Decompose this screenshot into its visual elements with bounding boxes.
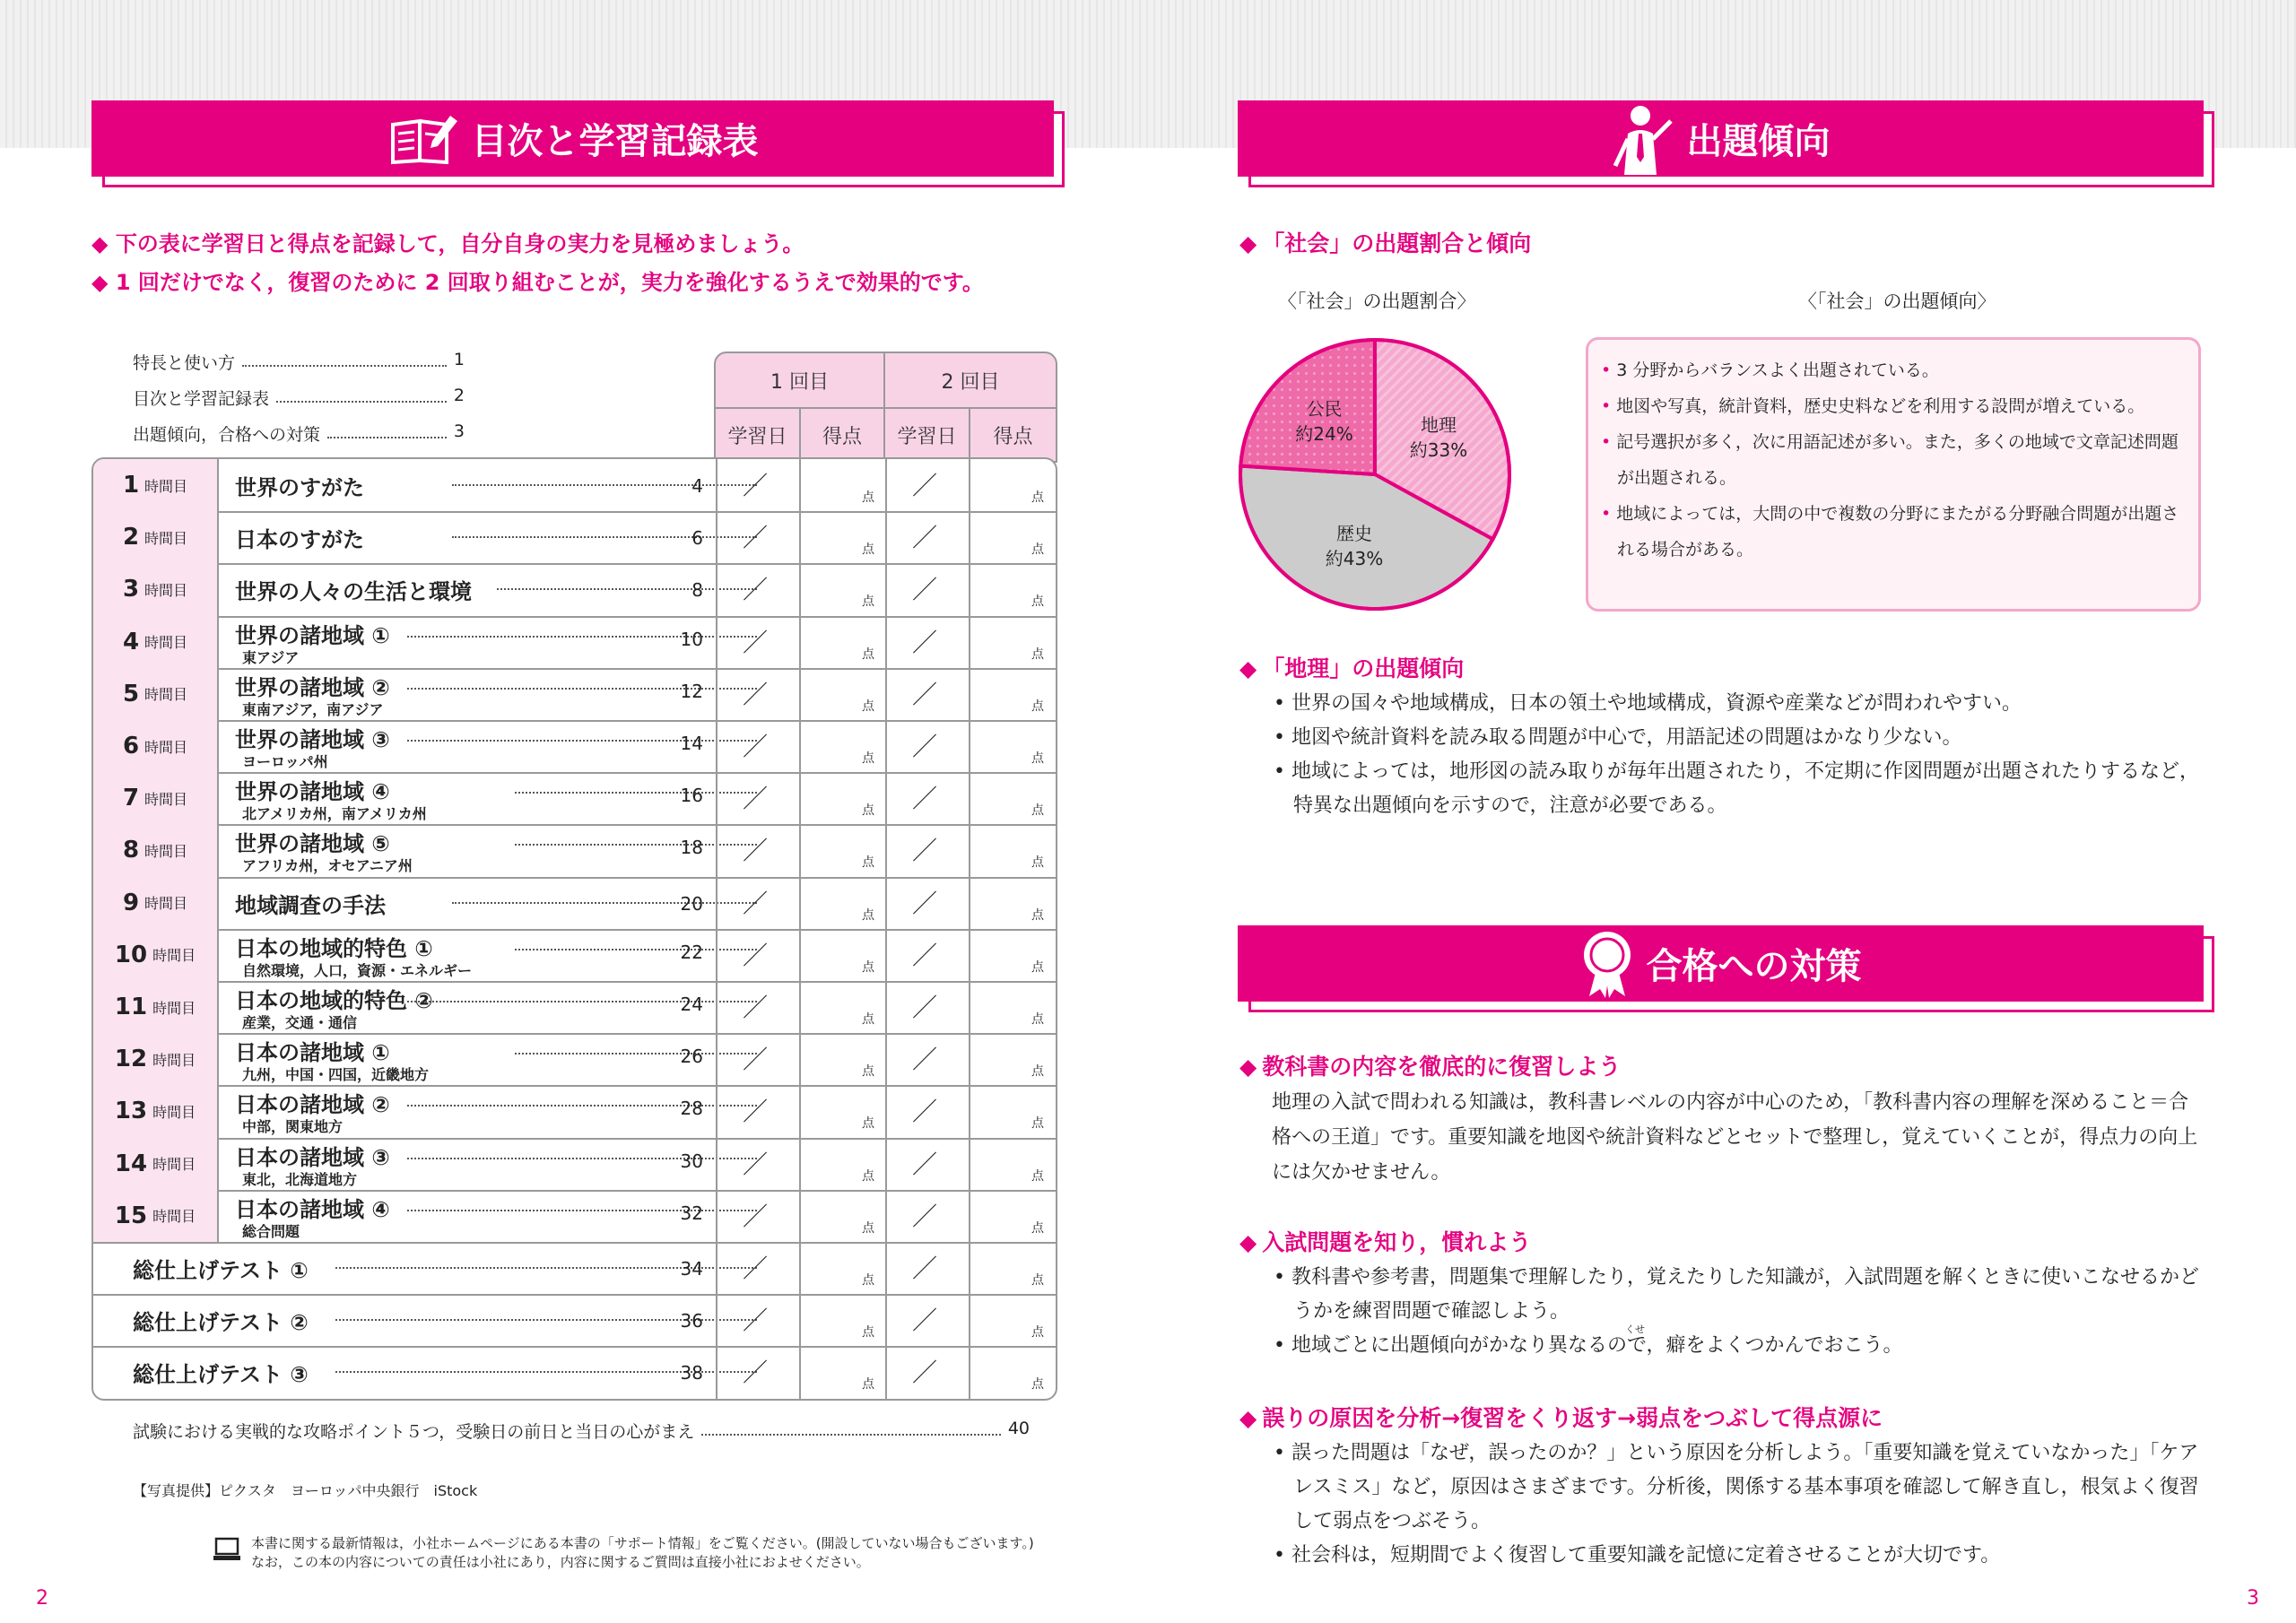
unit-page: 18 bbox=[680, 837, 703, 859]
score-unit: 点 bbox=[862, 542, 874, 558]
unit-label: 時間目 bbox=[144, 790, 188, 808]
table-row bbox=[93, 459, 1056, 513]
study-day-slash: ／ bbox=[912, 888, 938, 918]
ruby-kuse: くせ bbox=[1625, 1324, 1645, 1335]
unit-number-cell bbox=[93, 668, 219, 720]
score-unit: 点 bbox=[862, 647, 874, 662]
unit-number-cell bbox=[93, 772, 219, 824]
study-day-slash: ／ bbox=[743, 679, 769, 709]
unit-page: 8 bbox=[691, 579, 703, 602]
unit-label: 時間目 bbox=[152, 947, 196, 965]
score-unit: 点 bbox=[1031, 647, 1044, 662]
unit-title: 日本の諸地域 ④ bbox=[235, 1196, 390, 1222]
test-title: 総仕上げテスト ① bbox=[133, 1258, 309, 1283]
header-score-2: 得点 bbox=[993, 425, 1033, 448]
study-day-slash: ／ bbox=[912, 732, 938, 761]
ratio-caption: 〈「社会」の出題割合〉 bbox=[1278, 291, 1476, 312]
unit-number: 15 bbox=[114, 1202, 148, 1229]
unit-title: 日本の諸地域 ② bbox=[235, 1092, 390, 1118]
study-day-slash: ／ bbox=[912, 836, 938, 866]
study-day-slash: ／ bbox=[743, 1358, 769, 1388]
study-day-slash: ／ bbox=[912, 784, 938, 814]
record-table-header bbox=[714, 352, 1057, 463]
front-item-page: 3 bbox=[453, 421, 465, 441]
score-unit: 点 bbox=[862, 1116, 874, 1132]
toc-banner-title: 目次と学習記録表 bbox=[471, 121, 759, 162]
unit-page: 14 bbox=[680, 733, 703, 754]
social-heading: ◆ 「社会」の出題割合と傾向 bbox=[1239, 230, 1532, 256]
study-day-slash: ／ bbox=[912, 1306, 938, 1336]
unit-number-cell bbox=[93, 1138, 219, 1190]
header-first-attempt: 1 回目 bbox=[716, 353, 885, 409]
unit-page: 32 bbox=[680, 1202, 703, 1224]
test-page: 38 bbox=[680, 1362, 703, 1384]
score-unit: 点 bbox=[862, 1325, 874, 1341]
score-unit: 点 bbox=[1031, 803, 1044, 819]
unit-number-cell bbox=[93, 877, 219, 929]
unit-subtitle: 中部，関東地方 bbox=[242, 1118, 344, 1136]
page-number-left: 2 bbox=[36, 1587, 48, 1610]
test-title: 総仕上げテスト ③ bbox=[133, 1362, 309, 1388]
table-row bbox=[93, 772, 1056, 826]
score-unit: 点 bbox=[1031, 907, 1044, 923]
notice-line-2: なお，この本の内容についての責任は小社にあり，内容に関するご質問は直接小社におよせください。 bbox=[251, 1554, 870, 1570]
unit-title: 世界の諸地域 ① bbox=[235, 622, 390, 648]
unit-title: 日本の諸地域 ③ bbox=[235, 1144, 390, 1170]
toc-banner bbox=[91, 100, 1054, 177]
score-unit: 点 bbox=[862, 751, 874, 766]
strategy-item: • 誤った問題は「なぜ，誤ったのか？」という原因を分析しよう。「重要知識を覚えていなかった」「ケアレスミス」など，原因はさまざまです。分析後，関係する基本事項を確認して解き直し，根気よく復習して弱点をつぶそう。 bbox=[1274, 1442, 2199, 1532]
unit-subtitle: 産業，交通・通信 bbox=[242, 1014, 358, 1031]
strategy-banner-title: 合格への対策 bbox=[1646, 946, 1862, 987]
study-day-slash: ／ bbox=[743, 471, 769, 500]
front-item-label: 出題傾向，合格への対策 bbox=[133, 425, 321, 445]
unit-subtitle: 自然環境，人口，資源・エネルギー bbox=[242, 961, 473, 979]
intro-bullet-1: ◆ 下の表に学習日と得点を記録して，自分自身の実力を見極めましょう。 bbox=[91, 231, 804, 256]
score-unit: 点 bbox=[862, 490, 874, 505]
strategy-item: • 地域ごとに出題傾向がかなり異なるので，癖をよくつかんでおこう。 bbox=[1274, 1334, 1903, 1357]
score-unit: 点 bbox=[1031, 1168, 1044, 1184]
unit-label: 時間目 bbox=[152, 1051, 196, 1069]
score-unit: 点 bbox=[862, 1012, 874, 1027]
table-row bbox=[93, 1033, 1056, 1087]
study-day-slash: ／ bbox=[912, 1045, 938, 1075]
score-unit: 点 bbox=[862, 803, 874, 819]
unit-page: 16 bbox=[680, 785, 703, 807]
unit-page: 24 bbox=[680, 994, 703, 1015]
notice-line-1: 本書に関する最新情報は，小社ホームページにある本書の「サポート情報」をご覧ください。(開設していない場合もございます。) bbox=[251, 1535, 1034, 1551]
photo-credit: 【写真提供】ピクスタ ヨーロッパ中央銀行 iStock bbox=[133, 1482, 478, 1499]
unit-number: 12 bbox=[114, 1046, 148, 1073]
study-day-slash: ／ bbox=[743, 575, 769, 605]
score-unit: 点 bbox=[862, 1273, 874, 1288]
unit-title: 日本の地域的特色 ② bbox=[235, 988, 433, 1013]
trend-item: • 3 分野からバランスよく出題されている。 bbox=[1601, 360, 1939, 380]
unit-label: 時間目 bbox=[144, 842, 188, 860]
unit-page: 6 bbox=[691, 527, 703, 550]
unit-title: 日本の地域的特色 ① bbox=[235, 935, 433, 961]
study-day-slash: ／ bbox=[743, 784, 769, 814]
unit-number: 7 bbox=[122, 785, 140, 812]
unit-number-cell bbox=[93, 1033, 219, 1085]
study-day-slash: ／ bbox=[743, 836, 769, 866]
study-day-slash: ／ bbox=[912, 940, 938, 970]
geo-item: • 世界の国々や地域構成，日本の領土や地域構成，資源や産業などが問われやすい。 bbox=[1274, 692, 2022, 715]
score-unit: 点 bbox=[862, 907, 874, 923]
study-day-slash: ／ bbox=[743, 888, 769, 918]
strategy-banner bbox=[1238, 925, 2204, 1002]
unit-page: 30 bbox=[680, 1150, 703, 1172]
notebook-pencil-icon bbox=[387, 112, 459, 166]
score-unit: 点 bbox=[862, 595, 874, 610]
unit-number: 3 bbox=[122, 576, 140, 603]
table-row bbox=[93, 877, 1056, 931]
table-row bbox=[93, 720, 1056, 774]
table-row bbox=[93, 1190, 1056, 1244]
geo-item: • 地図や統計資料を読み取る問題が中心で，用語記述の問題はかなり少ない。 bbox=[1274, 726, 1962, 749]
unit-label: 時間目 bbox=[152, 1156, 196, 1174]
study-day-slash: ／ bbox=[912, 1097, 938, 1127]
unit-page: 12 bbox=[680, 680, 703, 702]
score-unit: 点 bbox=[1031, 1377, 1044, 1393]
unit-label: 時間目 bbox=[144, 686, 188, 704]
presenter-icon bbox=[1612, 103, 1674, 175]
rosette-icon bbox=[1580, 930, 1634, 998]
score-unit: 点 bbox=[1031, 959, 1044, 975]
unit-subtitle: アフリカ州，オセアニア州 bbox=[242, 857, 413, 875]
study-day-slash: ／ bbox=[743, 993, 769, 1022]
strategy-heading-3: ◆ 誤りの原因を分析→復習をくり返す→弱点をつぶして得点源に bbox=[1239, 1405, 1883, 1431]
score-unit: 点 bbox=[862, 855, 874, 871]
unit-subtitle: 九州，中国・四国，近畿地方 bbox=[242, 1066, 430, 1084]
ratio-pie-chart bbox=[1238, 337, 1512, 612]
front-item-page: 1 bbox=[453, 350, 465, 369]
unit-title: 世界の諸地域 ④ bbox=[235, 779, 390, 805]
geo-heading: ◆ 「地理」の出題傾向 bbox=[1239, 655, 1465, 681]
study-day-slash: ／ bbox=[743, 627, 769, 657]
strategy-heading-2: ◆ 入試問題を知り，慣れよう bbox=[1239, 1229, 1532, 1255]
unit-number: 8 bbox=[122, 837, 140, 864]
front-item-label: 目次と学習記録表 bbox=[133, 389, 270, 409]
unit-title: 世界の諸地域 ⑤ bbox=[235, 831, 390, 857]
unit-title: 世界のすがた bbox=[235, 475, 364, 500]
page-number-right: 3 bbox=[2247, 1587, 2259, 1610]
unit-label: 時間目 bbox=[144, 581, 188, 599]
strategy-item: • 社会科は，短期間でよく復習して重要知識を記憶に定着させることが大切です。 bbox=[1274, 1544, 2001, 1567]
unit-number-cell bbox=[93, 1085, 219, 1137]
unit-number: 5 bbox=[122, 680, 140, 707]
score-unit: 点 bbox=[862, 1377, 874, 1393]
trend-item: • 地図や写真，統計資料，歴史史料などを利用する設問が増えている。 bbox=[1601, 396, 2145, 416]
pie-label-value: 約43% bbox=[1325, 548, 1384, 570]
header-score-1: 得点 bbox=[801, 409, 885, 461]
unit-page: 10 bbox=[680, 628, 703, 650]
unit-number-cell bbox=[93, 616, 219, 668]
study-day-slash: ／ bbox=[912, 1358, 938, 1388]
test-page: 34 bbox=[680, 1258, 703, 1280]
unit-number: 4 bbox=[122, 628, 140, 655]
score-unit: 点 bbox=[1031, 1116, 1044, 1132]
unit-page: 20 bbox=[680, 892, 703, 915]
front-item-label: 特長と使い方 bbox=[133, 353, 236, 373]
unit-number-cell bbox=[93, 929, 219, 981]
unit-subtitle: 東アジア bbox=[242, 648, 300, 666]
unit-title: 世界の諸地域 ③ bbox=[235, 727, 390, 752]
unit-label: 時間目 bbox=[144, 529, 188, 547]
study-day-slash: ／ bbox=[743, 1254, 769, 1283]
study-day-slash: ／ bbox=[912, 1201, 938, 1231]
unit-number: 6 bbox=[122, 733, 140, 760]
study-day-slash: ／ bbox=[743, 523, 769, 553]
unit-subtitle: 総合問題 bbox=[242, 1222, 300, 1240]
geo-item: • 地域によっては，地形図の読み取りが毎年出題されたり，不定期に作図問題が出題されたりするなど，特異な出題傾向を示すので，注意が必要である。 bbox=[1274, 760, 2199, 817]
unit-label: 時間目 bbox=[144, 738, 188, 756]
table-row bbox=[93, 981, 1056, 1035]
score-unit: 点 bbox=[1031, 1220, 1044, 1236]
study-day-slash: ／ bbox=[912, 1149, 938, 1179]
intro-bullet-2: ◆ 1 回だけでなく，復習のために 2 回取り組むことが，実力を強化するうえで効果的です。 bbox=[91, 270, 984, 295]
score-unit: 点 bbox=[862, 959, 874, 975]
study-day-slash: ／ bbox=[912, 1254, 938, 1283]
score-unit: 点 bbox=[1031, 490, 1044, 505]
computer-icon bbox=[213, 1537, 240, 1562]
unit-label: 時間目 bbox=[144, 477, 188, 495]
unit-number-cell bbox=[93, 459, 219, 511]
unit-title: 日本の諸地域 ① bbox=[235, 1040, 390, 1066]
score-unit: 点 bbox=[1031, 1273, 1044, 1288]
unit-number-cell bbox=[93, 563, 219, 615]
table-row bbox=[93, 1138, 1056, 1192]
study-day-slash: ／ bbox=[912, 523, 938, 553]
unit-label: 時間目 bbox=[144, 895, 188, 913]
unit-number: 10 bbox=[114, 941, 148, 968]
unit-subtitle: 東北，北海道地方 bbox=[242, 1170, 358, 1188]
trend-item: • 地域によっては，大問の中で複数の分野にまたがる分野融合問題が出題される場合がある。 bbox=[1601, 504, 2179, 560]
trend-box bbox=[1586, 337, 2201, 612]
strategy-paragraph-1: 地理の入試で問われる知識は，教科書レベルの内容が中心のため，「教科書内容の理解を深めること＝合格への王道」です。重要知識を地図や統計資料などとセットで整理し，覚えていくことが，得点力の向上には欠かせません。 bbox=[1272, 1091, 2198, 1184]
study-day-slash: ／ bbox=[912, 575, 938, 605]
unit-number: 13 bbox=[114, 1098, 148, 1125]
study-day-slash: ／ bbox=[912, 471, 938, 500]
strategy-items-3 bbox=[1274, 1436, 2206, 1573]
trend-caption: 〈「社会」の出題傾向〉 bbox=[1798, 291, 1996, 312]
header-study-day-2: 学習日 bbox=[885, 409, 970, 461]
pie-label-value: 約24% bbox=[1295, 422, 1353, 445]
trend-banner bbox=[1238, 100, 2204, 177]
unit-label: 時間目 bbox=[144, 634, 188, 652]
table-row bbox=[93, 1242, 1056, 1296]
test-title: 総仕上げテスト ② bbox=[133, 1310, 309, 1336]
pie-label-name: 公民 bbox=[1306, 397, 1343, 420]
unit-subtitle: 北アメリカ州，南アメリカ州 bbox=[242, 805, 427, 823]
record-table bbox=[91, 457, 1057, 1401]
unit-subtitle: ヨーロッパ州 bbox=[242, 753, 328, 770]
unit-page: 26 bbox=[680, 1046, 703, 1068]
pie-label-name: 地理 bbox=[1421, 414, 1457, 437]
study-day-slash: ／ bbox=[743, 1149, 769, 1179]
unit-title: 世界の人々の生活と環境 bbox=[235, 579, 472, 605]
score-unit: 点 bbox=[1031, 855, 1044, 871]
unit-number-cell bbox=[93, 1190, 219, 1242]
unit-number-cell bbox=[93, 720, 219, 772]
score-unit: 点 bbox=[862, 1064, 874, 1080]
unit-number: 11 bbox=[114, 994, 148, 1021]
pie-label-name: 歴史 bbox=[1335, 523, 1372, 545]
header-study-day-1: 学習日 bbox=[716, 409, 801, 461]
geo-items bbox=[1274, 687, 2206, 823]
table-row bbox=[93, 824, 1056, 878]
unit-number-cell bbox=[93, 511, 219, 563]
study-day-slash: ／ bbox=[912, 679, 938, 709]
test-page: 36 bbox=[680, 1310, 703, 1332]
study-day-slash: ／ bbox=[743, 1045, 769, 1075]
score-unit: 点 bbox=[862, 1220, 874, 1236]
table-row bbox=[93, 511, 1056, 565]
score-unit: 点 bbox=[862, 1168, 874, 1184]
study-day-slash: ／ bbox=[743, 940, 769, 970]
study-day-slash: ／ bbox=[743, 1306, 769, 1336]
trend-item: • 記号選択が多く，次に用語記述が多い。また，多くの地域で文章記述問題が出題される。 bbox=[1601, 432, 2179, 488]
unit-title: 地域調査の手法 bbox=[235, 892, 386, 918]
strategy-item: • 教科書や参考書，問題集で理解したり，覚えたりした知識が，入試問題を解くときに使いこなせるかどうかを練習問題で確認しよう。 bbox=[1274, 1266, 2199, 1323]
unit-number-cell bbox=[93, 981, 219, 1033]
unit-title: 世界の諸地域 ② bbox=[235, 674, 390, 700]
unit-number: 9 bbox=[122, 889, 140, 916]
unit-subtitle: 東南アジア，南アジア bbox=[242, 700, 384, 718]
unit-number-cell bbox=[93, 824, 219, 876]
score-unit: 点 bbox=[1031, 1325, 1044, 1341]
unit-number: 2 bbox=[122, 524, 140, 551]
study-day-slash: ／ bbox=[743, 1201, 769, 1231]
score-unit: 点 bbox=[1031, 751, 1044, 766]
table-row bbox=[93, 1085, 1056, 1139]
study-day-slash: ／ bbox=[743, 1097, 769, 1127]
pie-label-value: 約33% bbox=[1409, 439, 1468, 462]
score-unit: 点 bbox=[1031, 1064, 1044, 1080]
unit-page: 22 bbox=[680, 941, 703, 963]
table-row bbox=[93, 616, 1056, 670]
unit-number: 1 bbox=[122, 472, 140, 499]
table-row bbox=[93, 929, 1056, 983]
table-row bbox=[93, 1346, 1056, 1398]
score-unit: 点 bbox=[1031, 1012, 1044, 1027]
unit-number: 14 bbox=[114, 1150, 148, 1177]
unit-label: 時間目 bbox=[152, 999, 196, 1017]
score-unit: 点 bbox=[1031, 542, 1044, 558]
table-row bbox=[93, 668, 1056, 722]
study-day-slash: ／ bbox=[912, 993, 938, 1022]
table-row bbox=[93, 563, 1056, 617]
unit-title: 日本のすがた bbox=[235, 527, 364, 553]
trend-banner-title: 出題傾向 bbox=[1686, 121, 1831, 162]
score-unit: 点 bbox=[862, 699, 874, 714]
unit-page: 28 bbox=[680, 1098, 703, 1120]
strategy-items-2 bbox=[1274, 1261, 2206, 1363]
unit-label: 時間目 bbox=[152, 1103, 196, 1121]
study-day-slash: ／ bbox=[743, 732, 769, 761]
table-row bbox=[93, 1294, 1056, 1348]
unit-label: 時間目 bbox=[152, 1208, 196, 1226]
strategy-heading-1: ◆ 教科書の内容を徹底的に復習しよう bbox=[1239, 1054, 1622, 1080]
score-unit: 点 bbox=[1031, 595, 1044, 610]
unit-page: 4 bbox=[691, 475, 703, 497]
front-item-page: 2 bbox=[453, 386, 465, 405]
header-second-attempt: 2 回目 bbox=[885, 353, 1056, 409]
study-day-slash: ／ bbox=[912, 627, 938, 657]
score-unit: 点 bbox=[1031, 699, 1044, 714]
